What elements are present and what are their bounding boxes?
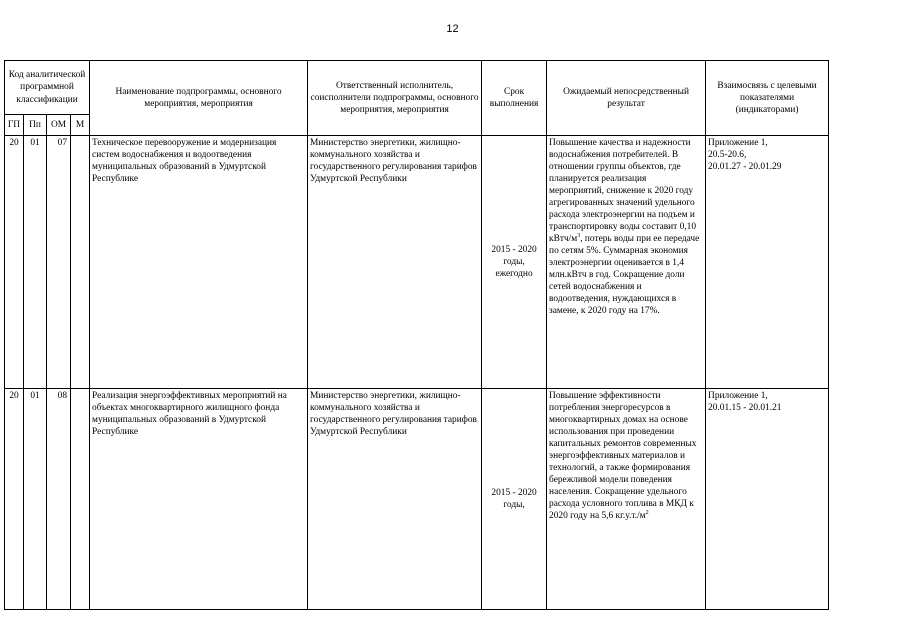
header-name: Наименование подпрограммы, основного мероприятия, мероприятия — [90, 61, 308, 136]
cell-name: Реализация энергоэффективных мероприятий на объектах многоквартирного жилищного фонда муниципальных образований в Удмуртской Республике — [90, 389, 308, 610]
cell-m — [71, 389, 90, 610]
header-term: Срок выполнения — [482, 61, 547, 136]
cell-executor: Министерство энергетики, жилищно-коммунального хозяйства и государственного регулирования тарифов Удмуртской Республики — [308, 389, 482, 610]
cell-name: Техническое перевооружение и модернизация систем водоснабжения и водоотведения муниципальных образований в Удмуртской Республике — [90, 136, 308, 389]
header-code-group: Код аналитической программной классификации — [5, 61, 90, 115]
cell-term: 2015 - 2020 годы, ежегодно — [482, 136, 547, 389]
table-row — [5, 389, 829, 610]
header-code-pp: Пп — [24, 115, 47, 136]
header-link: Взаимосвязь с целевыми показателями (индикаторами) — [706, 61, 829, 136]
cell-result — [547, 136, 706, 389]
cell-m — [71, 136, 90, 389]
cell-result — [547, 389, 706, 610]
page-number: 12 — [446, 23, 459, 35]
header-code-m: М — [71, 115, 90, 136]
cell-link: Приложение 1, 20.01.15 - 20.01.21 — [706, 389, 829, 610]
program-table — [4, 60, 829, 610]
header-code-om: ОМ — [47, 115, 71, 136]
header-executor: Ответственный исполнитель, соисполнители подпрограммы, основного мероприятия, мероприятия — [308, 61, 482, 136]
table-row — [5, 136, 829, 389]
cell-pp: 01 — [24, 389, 47, 610]
cell-executor: Министерство энергетики, жилищно-коммунального хозяйства и государственного регулирования тарифов Удмуртской Республики — [308, 136, 482, 389]
result-text-cont: , потерь воды при ее передаче по сетям 5%. Суммарная экономия электроэнергии оценивается в 1,4 млн.кВтч в год. Сокращение доли сетей водоснабжения и водоотведения, нуждающихся в замене, к 2020 году на 17%. — [549, 234, 700, 317]
cell-term: 2015 - 2020 годы, — [482, 389, 547, 610]
cell-pp: 01 — [24, 136, 47, 389]
cell-om: 07 — [47, 136, 71, 389]
header-code-gp: ГП — [5, 115, 24, 136]
cell-gp: 20 — [5, 389, 24, 610]
result-text: Повышение эффективности потребления энергоресурсов в многоквартирных домах на основе использования при проведении капитальных ремонтов современных энергоэффективных материалов и технологий, а также формирования бережливой модели поведения населения. Сокращение удельного расхода условного топлива в МКД к 2020 году на 5,6 кг.у.т./м — [549, 391, 697, 522]
result-superscript: 3 — [577, 233, 581, 240]
cell-gp: 20 — [5, 136, 24, 389]
header-result: Ожидаемый непосредственный результат — [547, 61, 706, 136]
result-superscript: 2 — [645, 510, 649, 517]
result-text: Повышение качества и надежности водоснабжения потребителей. В отношении группы объектов, где планируется реализация мероприятий, снижение к 2020 году агрегированных значений удельного расхода электроэнергии на подъем и транспортировку воды составит 0,10 кВтч/м — [549, 138, 697, 245]
cell-om: 08 — [47, 389, 71, 610]
cell-link: Приложение 1, 20.5-20.6, 20.01.27 - 20.01.29 — [706, 136, 829, 389]
